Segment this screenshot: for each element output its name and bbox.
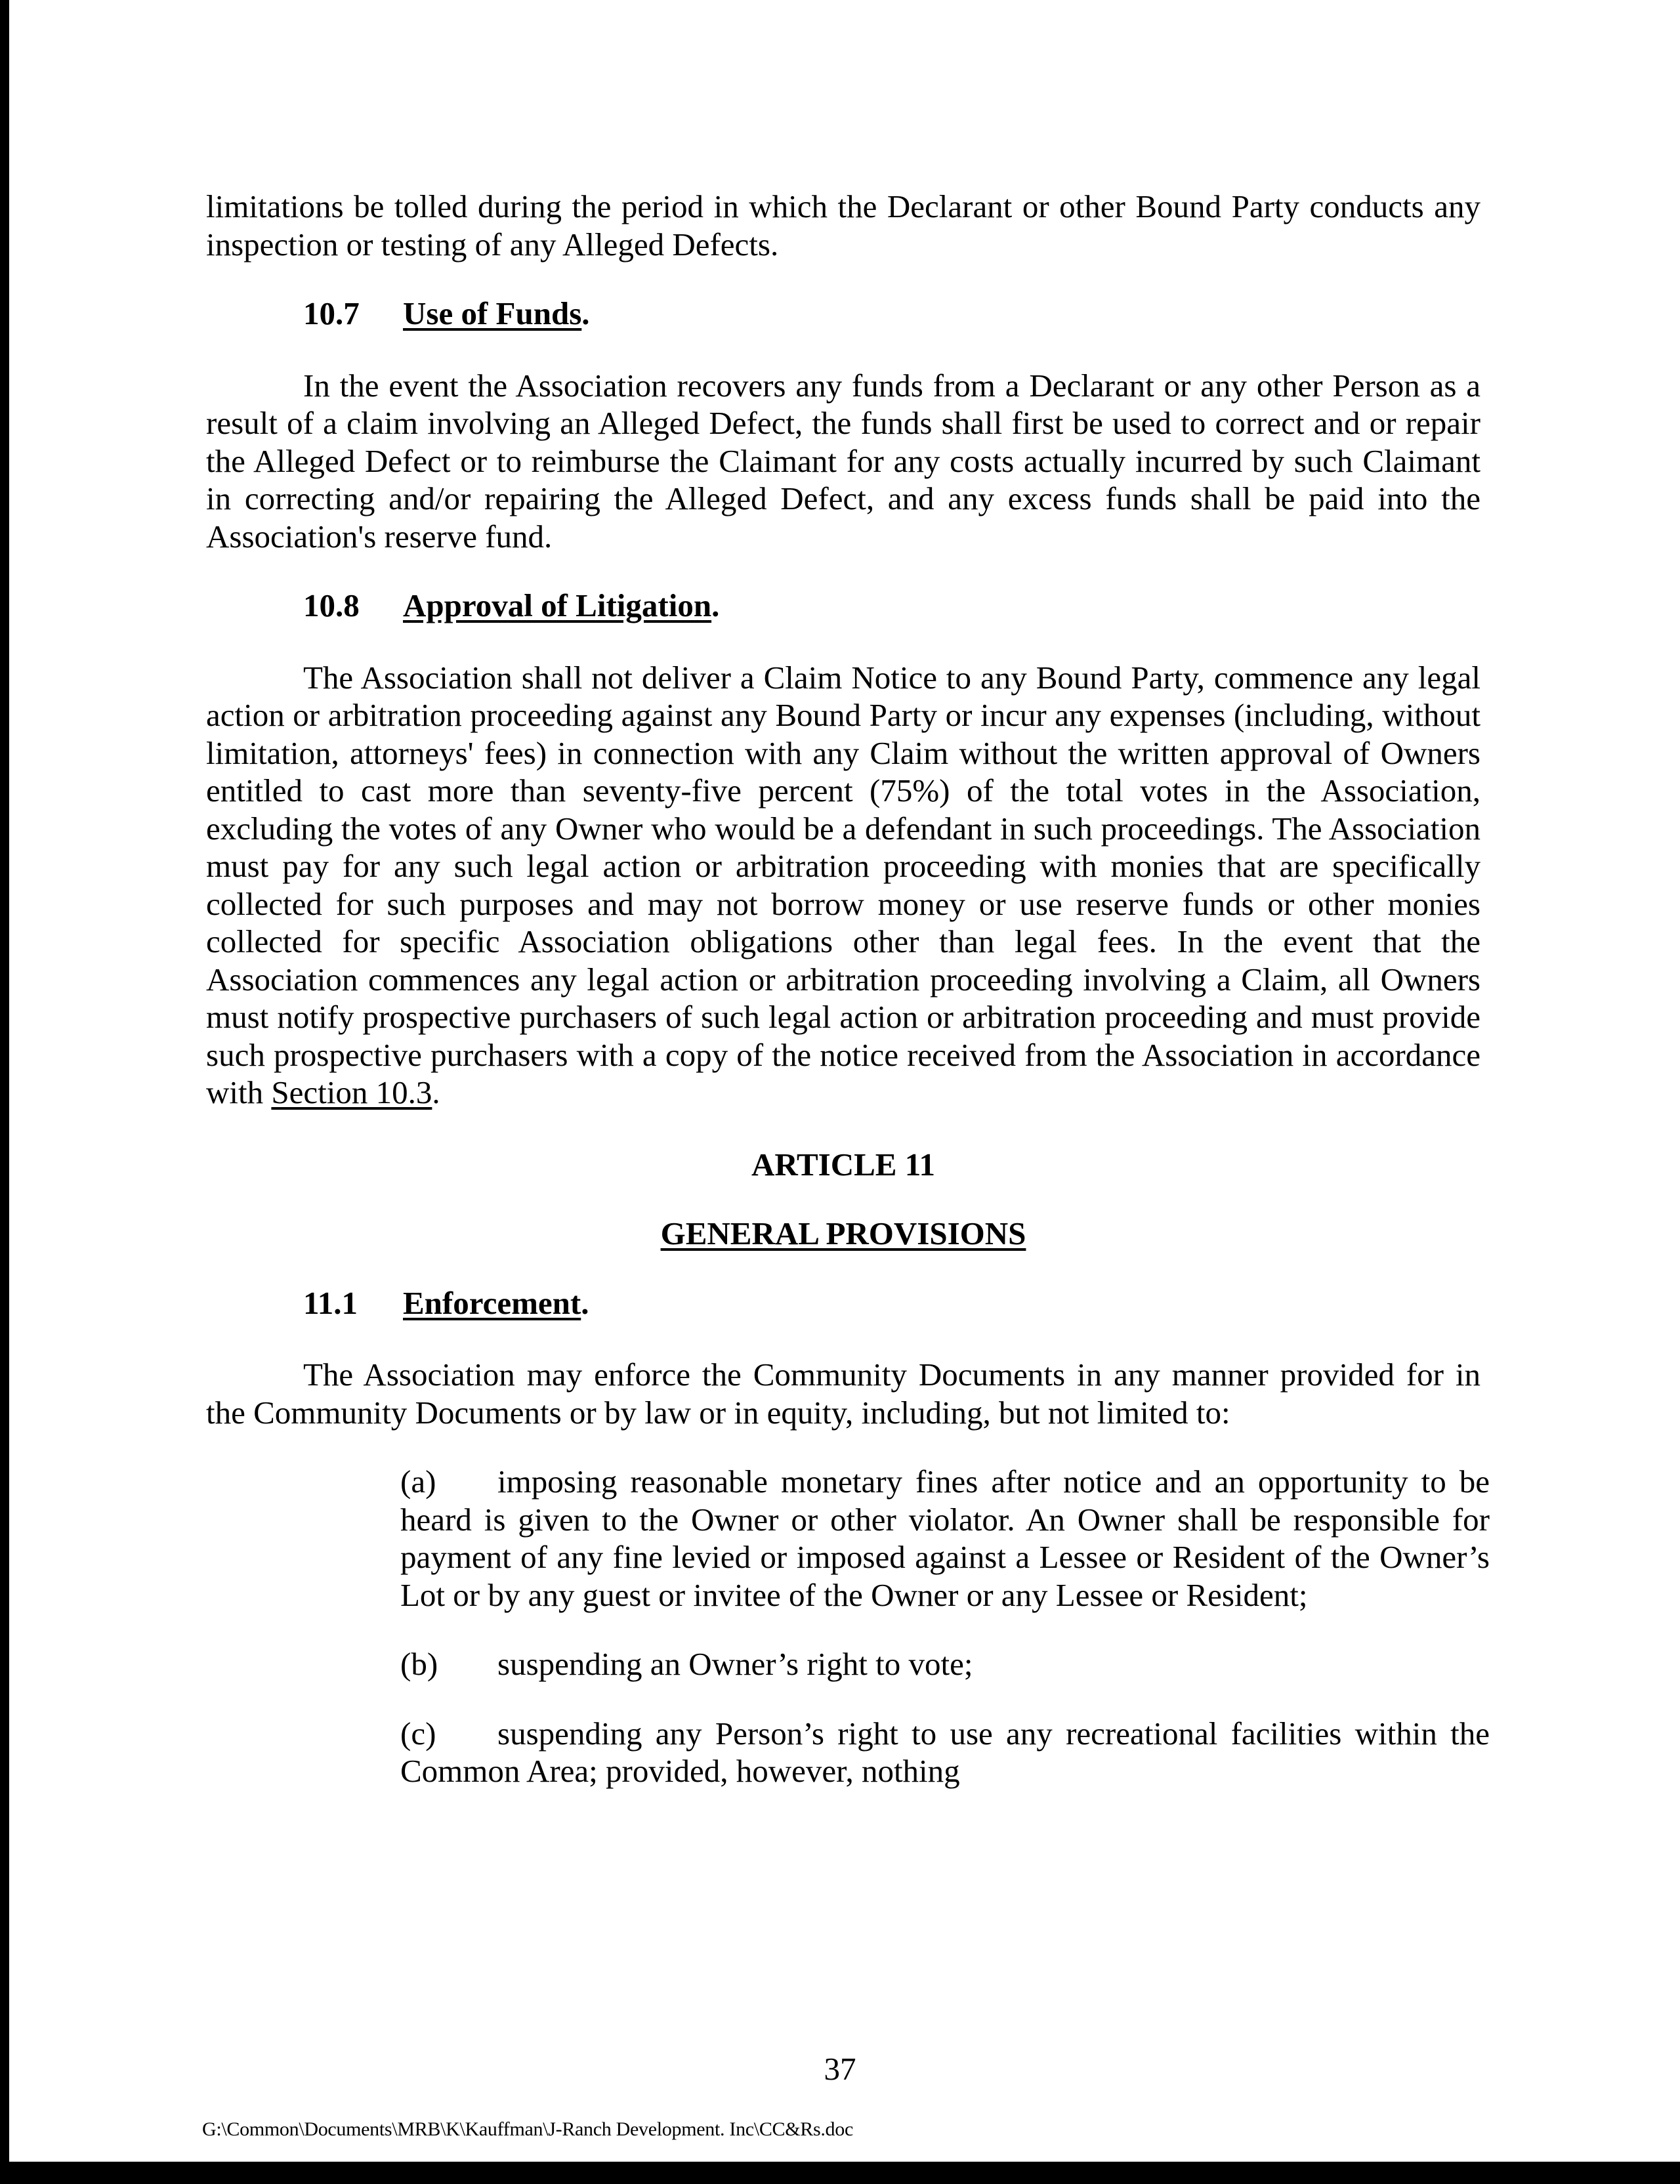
list-item-a	[400, 1463, 1490, 1614]
section-10-8-text: The Association shall not deliver a Claim Notice to any Bound Party, commence any legal action or arbitration proceeding against any Bound Party or incur any expenses (including, without limitation, attorneys' fees) in connection with any Claim without the written approval of Owners entitled to cast more than seventy-five percent (75%) of the total votes in the Association, excluding the votes of any Owner who would be a defendant in such proceedings. The Association must pay for any such legal action or arbitration proceeding with monies that are specifically collected for such purposes and may not borrow money or use reserve funds or other monies collected for specific Association obligations other than legal fees. In the event that the Association commences any legal action or arbitration proceeding involving a Claim, all Owners must notify prospective purchasers of such legal action or arbitration proceeding and must provide such prospective purchasers with a copy of the notice received from the Association in accordance with	[206, 659, 1480, 1110]
list-item-label: (b)	[400, 1646, 438, 1682]
section-10-7-heading: 10.7 Use of Funds.	[303, 295, 590, 331]
footer-file-path: G:\Common\Documents\MRB\K\Kauffman\J-Ranch Development. Inc\CC&Rs.doc	[202, 2118, 853, 2140]
section-title: Enforcement	[403, 1284, 581, 1321]
section-reference-link: Section 10.3	[271, 1074, 432, 1110]
list-item-b	[400, 1645, 1490, 1683]
sentence-end: .	[432, 1074, 440, 1110]
section-number: 10.8	[303, 587, 360, 623]
list-item-c	[400, 1715, 1490, 1790]
section-10-8-heading: 10.8 Approval of Litigation.	[303, 587, 720, 623]
list-item-text: imposing reasonable monetary fines after notice and an opportunity to be heard is given to the Owner or other violator. An Owner shall be responsible for payment of any fine levied or imposed against a Lessee or Resident of the Owner’s Lot or by any guest or invitee of the Owner or any Lessee or Resident;	[400, 1463, 1490, 1613]
scan-edge-bottom	[0, 2162, 1680, 2184]
section-title: Approval of Litigation	[403, 587, 712, 623]
list-item-label: (a)	[400, 1463, 436, 1500]
section-11-1-heading: 11.1 Enforcement.	[303, 1284, 589, 1321]
intro-paragraph: limitations be tolled during the period in which the Declarant or other Bound Party conducts any inspection or testing of any Alleged Defects.	[206, 188, 1480, 262]
article-heading: ARTICLE 11	[751, 1146, 936, 1183]
section-number: 11.1	[303, 1284, 358, 1321]
section-title: Use of Funds	[403, 295, 582, 331]
section-11-1-body: The Association may enforce the Community Documents in any manner provided for in the Community Documents or by law or in equity, including, but not limited to:	[206, 1356, 1480, 1431]
section-10-7-body: In the event the Association recovers any funds from a Declarant or any other Person as a result of a claim involving an Alleged Defect, the funds shall first be used to correct and or repair the Alleged Defect or to reimburse the Claimant for any costs actually incurred by such Claimant in correcting and/or repairing the Alleged Defect, and any excess funds shall be paid into the Association's reserve fund.	[206, 367, 1480, 555]
list-item-text: suspending an Owner’s right to vote;	[497, 1646, 973, 1682]
page-number: 37	[824, 2051, 856, 2087]
article-title-text: GENERAL PROVISIONS	[660, 1215, 1026, 1251]
article-title	[206, 1215, 1480, 1253]
scan-edge-left	[0, 0, 9, 2184]
document-page	[206, 188, 1490, 1790]
list-item-label: (c)	[400, 1715, 436, 1752]
list-item-text: suspending any Person’s right to use any recreational facilities within the Common Area; provided, however, nothing	[400, 1715, 1490, 1789]
section-number: 10.7	[303, 295, 360, 331]
section-10-8-body	[206, 659, 1480, 1112]
